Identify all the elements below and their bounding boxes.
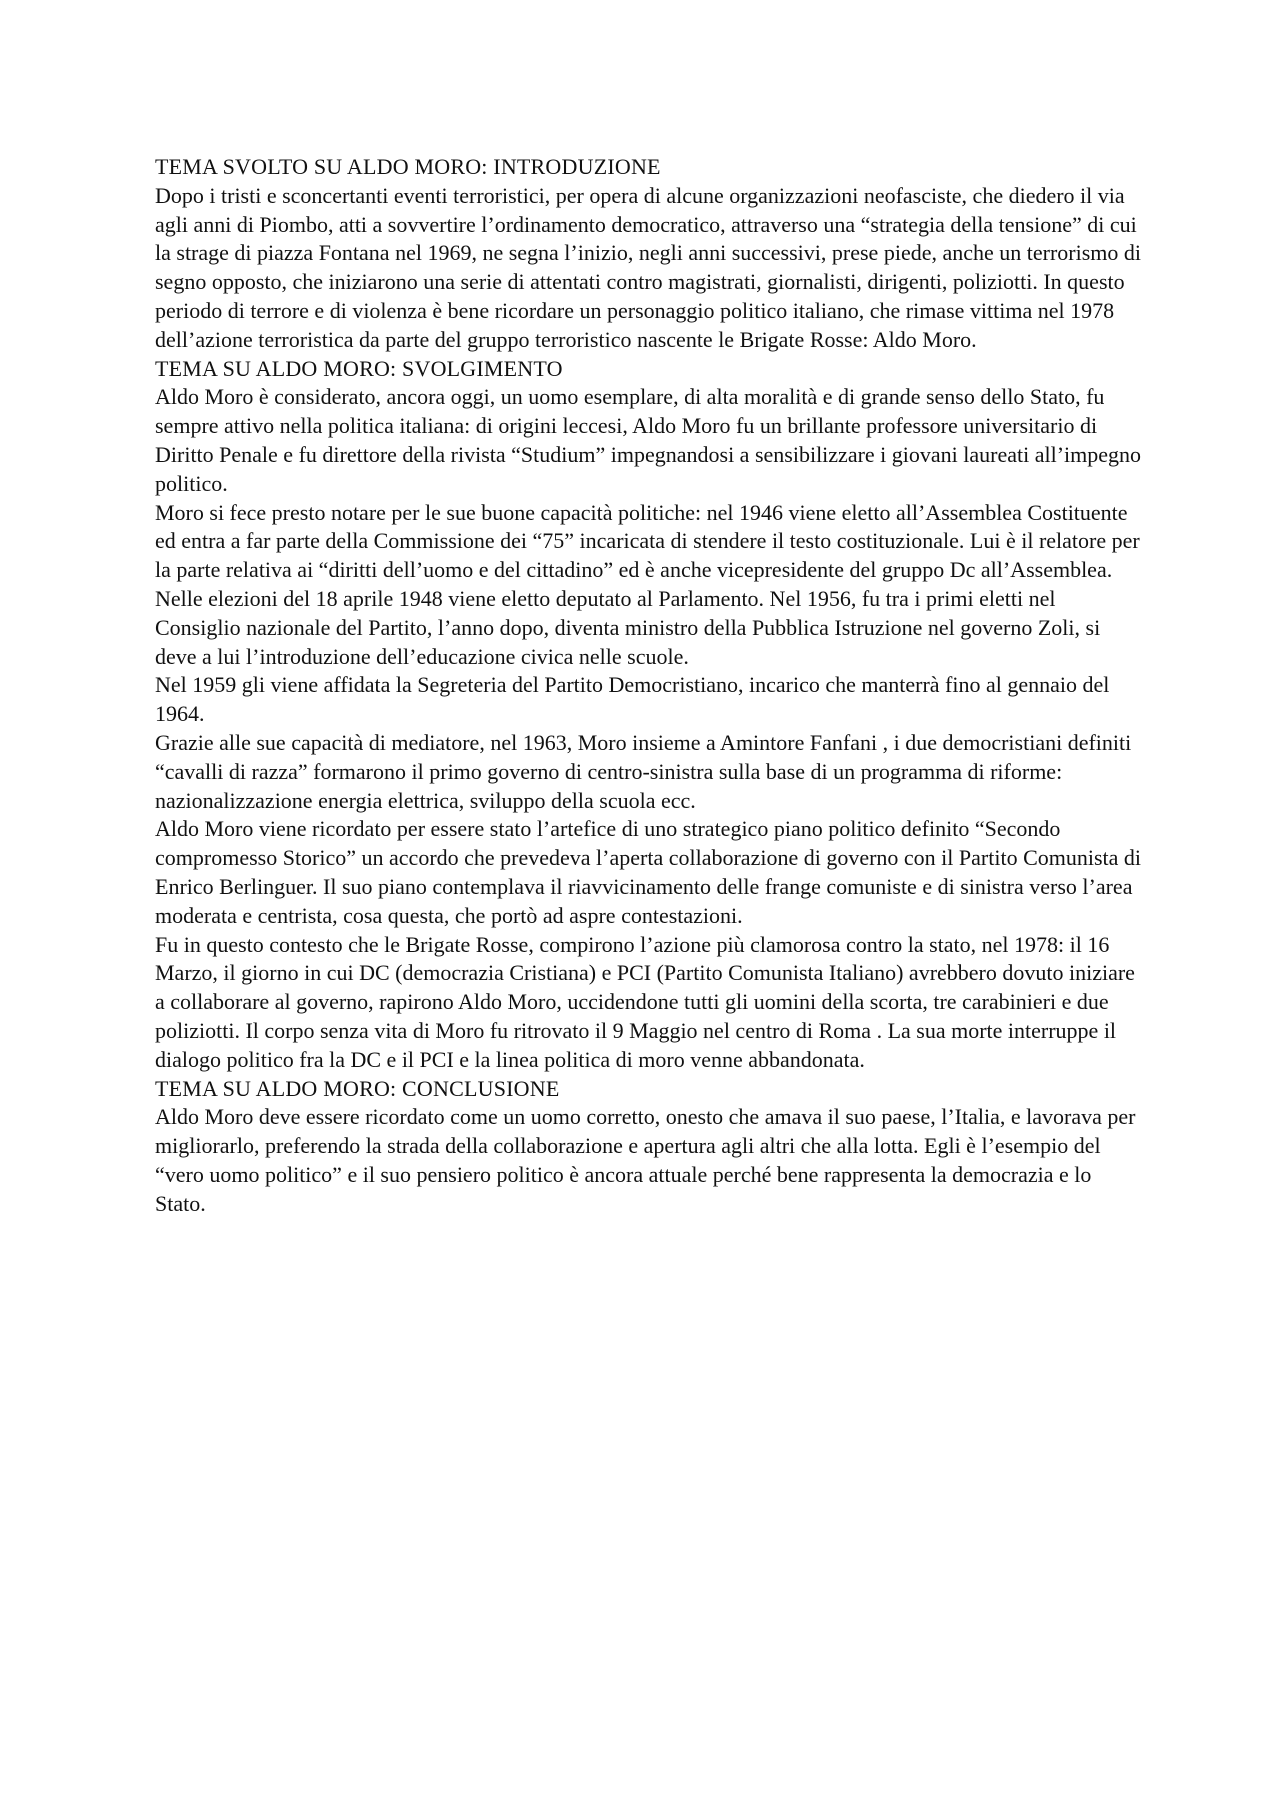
paragraph-development-5: Aldo Moro viene ricordato per essere stato l’artefice di uno strategico piano politico definito “Secondo compromesso Storico” un accordo che prevedeva l’aperta collaborazione di governo con il Partito Comunista di Enrico Berlinguer. Il suo piano contemplava il riavvicinamento delle frange comuniste e di sinistra verso l’area moderata e centrista, cosa questa, che portò ad aspre contestazioni.	[155, 816, 1142, 928]
heading-development: TEMA SU ALDO MORO: SVOLGIMENTO	[155, 355, 563, 381]
paragraph-conclusion: Aldo Moro deve essere ricordato come un uomo corretto, onesto che amava il suo paese, l’Italia, e lavorava per migliorarlo, preferendo la strada della collaborazione e apertura agli altri che alla lotta. Egli è l’esempio del “vero uomo politico” e il suo pensiero politico è ancora attuale perché bene rappresenta la democrazia e lo Stato.	[155, 1104, 1136, 1216]
heading-introduction: TEMA SVOLTO SU ALDO MORO: INTRODUZIONE	[155, 154, 661, 179]
paragraph-introduction: Dopo i tristi e sconcertanti eventi terroristici, per opera di alcune organizzazioni neofasciste, che diedero il via agli anni di Piombo, atti a sovvertire l’ordinamento democratico, attraverso una “strategia della tensione” di cui la strage di piazza Fontana nel 1969, ne segna l’inizio, negli anni successivi, prese piede, anche un terrorismo di segno opposto, che iniziarono una serie di attentati contro magistrati, giornalisti, dirigenti, poliziotti. In questo periodo di terrore e di violenza è bene ricordare un personaggio politico italiano, che rimase vittima nel 1978 dell’azione terroristica da parte del gruppo terroristico nascente le Brigate Rosse: Aldo Moro.	[155, 182, 1142, 352]
paragraph-development-6: Fu in questo contesto che le Brigate Rosse, compirono l’azione più clamorosa contro la stato, nel 1978: il 16 Marzo, il giorno in cui DC (democrazia Cristiana) e PCI (Partito Comunista Italiano) avrebbero dovuto iniziare a collaborare al governo, rapirono Aldo Moro, uccidendone tutti gli uomini della scorta, tre carabinieri e due poliziotti. Il corpo senza vita di Moro fu ritrovato il 9 Maggio nel centro di Roma . La sua morte interruppe il dialogo politico fra la DC e il PCI e la linea politica di moro venne abbandonata.	[155, 931, 1135, 1072]
paragraph-development-2: Moro si fece presto notare per le sue buone capacità politiche: nel 1946 viene eletto all’Assemblea Costituente ed entra a far parte della Commissione dei “75” incaricata di stendere il testo costituzionale. Lui è il relatore per la parte relativa ai “diritti dell’uomo e del cittadino” ed è anche vicepresidente del gruppo Dc all’Assemblea. Nelle elezioni del 18 aprile 1948 viene eletto deputato al Parlamento. Nel 1956, fu tra i primi eletti nel Consiglio nazionale del Partito, l’anno dopo, diventa ministro della Pubblica Istruzione nel governo Zoli, si deve a lui l’introduzione dell’educazione civica nelle scuole.	[155, 499, 1140, 669]
document-page	[155, 153, 1145, 1218]
heading-conclusion: TEMA SU ALDO MORO: CONCLUSIONE	[155, 1075, 560, 1101]
paragraph-development-1: Aldo Moro è considerato, ancora oggi, un uomo esemplare, di alta moralità e di grande senso dello Stato, fu sempre attivo nella politica italiana: di origini leccesi, Aldo Moro fu un brillante professore universitario di Diritto Penale e fu direttore della rivista “Studium” impegnandosi a sensibilizzare i giovani laureati all’impegno politico.	[155, 384, 1142, 496]
paragraph-development-4: Grazie alle sue capacità di mediatore, nel 1963, Moro insieme a Amintore Fanfani , i due democristiani definiti “cavalli di razza” formarono il primo governo di centro-sinistra sulla base di un programma di riforme: nazionalizzazione energia elettrica, sviluppo della scuola ecc.	[155, 729, 1132, 813]
paragraph-development-3: Nel 1959 gli viene affidata la Segreteria del Partito Democristiano, incarico che manterrà fino al gennaio del 1964.	[155, 672, 1110, 727]
